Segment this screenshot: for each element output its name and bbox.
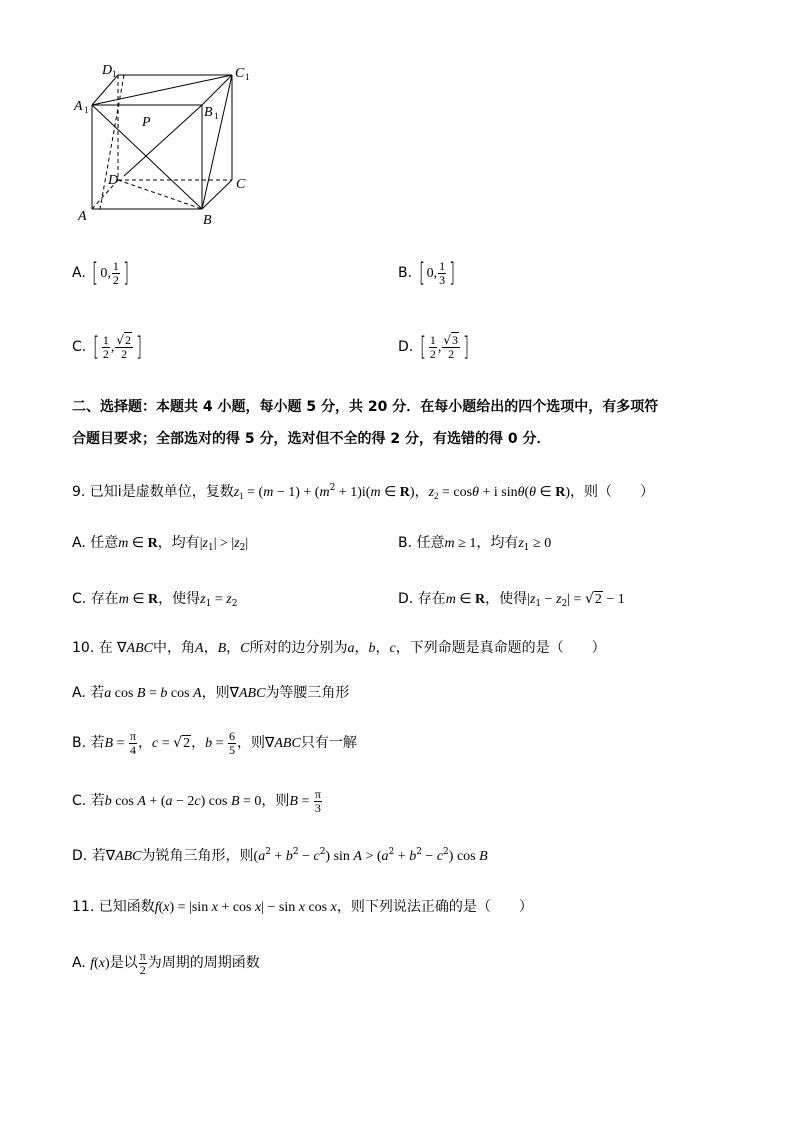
q11-stem: 11. 已知函数f(x) = |sin x + cos x| − sin x cos x，则下列说法正确的是（ ） [72,899,533,915]
label-C: C [236,177,246,192]
hidden-diag-D1A [100,75,124,209]
label-C1: C [235,66,245,81]
label-C1-sub: 1 [245,72,250,82]
q10-option-b[interactable]: B. 若B = $\frac{\pi}{4}$ ，c = √2，b = $\frac{6}{5}$ ，则∇ABC只有一解 [72,728,357,757]
q9-option-c[interactable]: C. 存在m ∈ R，使得$z_1 = z_2$ [72,591,238,609]
label-A1: A [74,99,83,114]
edge-BC [202,180,232,209]
diag-C1B [202,75,232,209]
q10-option-a[interactable]: A. 若a cos B = b cos A，则∇ABC为等腰三角形 [72,685,350,701]
q11-option-a[interactable]: A. f(x)是以 $\frac{\pi}{2}$ 为周期的周期函数 [72,948,260,977]
cube-figure [70,58,330,228]
label-A: A [78,209,87,224]
diag-A1C1 [92,75,232,105]
label-D1: D [102,63,113,78]
q10-option-c[interactable]: C. 若b cos A + (a − 2c) cos B = 0，则B = $\frac{\pi}{3}$ [72,786,321,815]
q8-option-a[interactable]: A. [ 0, $\frac{1}{2}$ ] [72,258,130,288]
segment-PD-line [124,105,202,176]
section2-line1: 二、选择题：本题共 4 小题，每小题 5 分，共 20 分．在每小题给出的四个选项中，有多项符 [72,399,659,415]
label-A1-sub: 1 [84,105,89,115]
label-B1: B [204,105,213,120]
q8-option-d[interactable]: D. [ $\frac{1}{2}$ , $\frac{√3}{2}$ ] [398,332,470,362]
q10-stem: 10. 在 ∇ABC中，角A，B，C所对的边分别为a，b，c，下列命题是真命题的是（ ） [72,640,606,656]
q9-option-b[interactable]: B. 任意m ≥ 1，均有$z_1 \ge 0$ [398,535,552,553]
q9-stem: 9. 已知i是虚数单位，复数$z_1 = (m - 1) + (m^2 + 1)i(m$ ∈ R)，$z_2 = \cos\theta + i$ sinθ(θ ∈ R)，则（ ） [72,483,655,501]
q10-option-d[interactable]: D. 若∇ABC为锐角三角形，则$(a^2 + b^2 - c^2)$ $\sin A > (a^2 + b^2 - c^2)$ cos B [72,847,488,864]
q9-option-a[interactable]: A. 任意m ∈ R，均有$|z_1| > |z_2|$ [72,535,249,553]
label-D1-sub: 1 [112,69,117,79]
label-B: B [203,213,212,228]
q8-option-b[interactable]: B. [ 0, $\frac{1}{3}$ ] [398,258,456,288]
label-D: D [108,173,119,188]
q8-option-c[interactable]: C. [ $\frac{1}{2}$ , $\frac{√2}{2}$ ] [72,332,143,362]
label-B1-sub: 1 [214,111,219,121]
edge-B1C1 [202,75,232,105]
section2-line2: 合题目要求；全部选对的得 5 分，选对但不全的得 2 分，有选错的得 0 分． [72,431,551,447]
label-P: P [142,115,151,130]
q9-option-d[interactable]: D. 存在m ∈ R，使得$|z_1 - z_2| = √2 - 1$ [398,591,625,609]
hidden-diag-DB [118,180,202,209]
